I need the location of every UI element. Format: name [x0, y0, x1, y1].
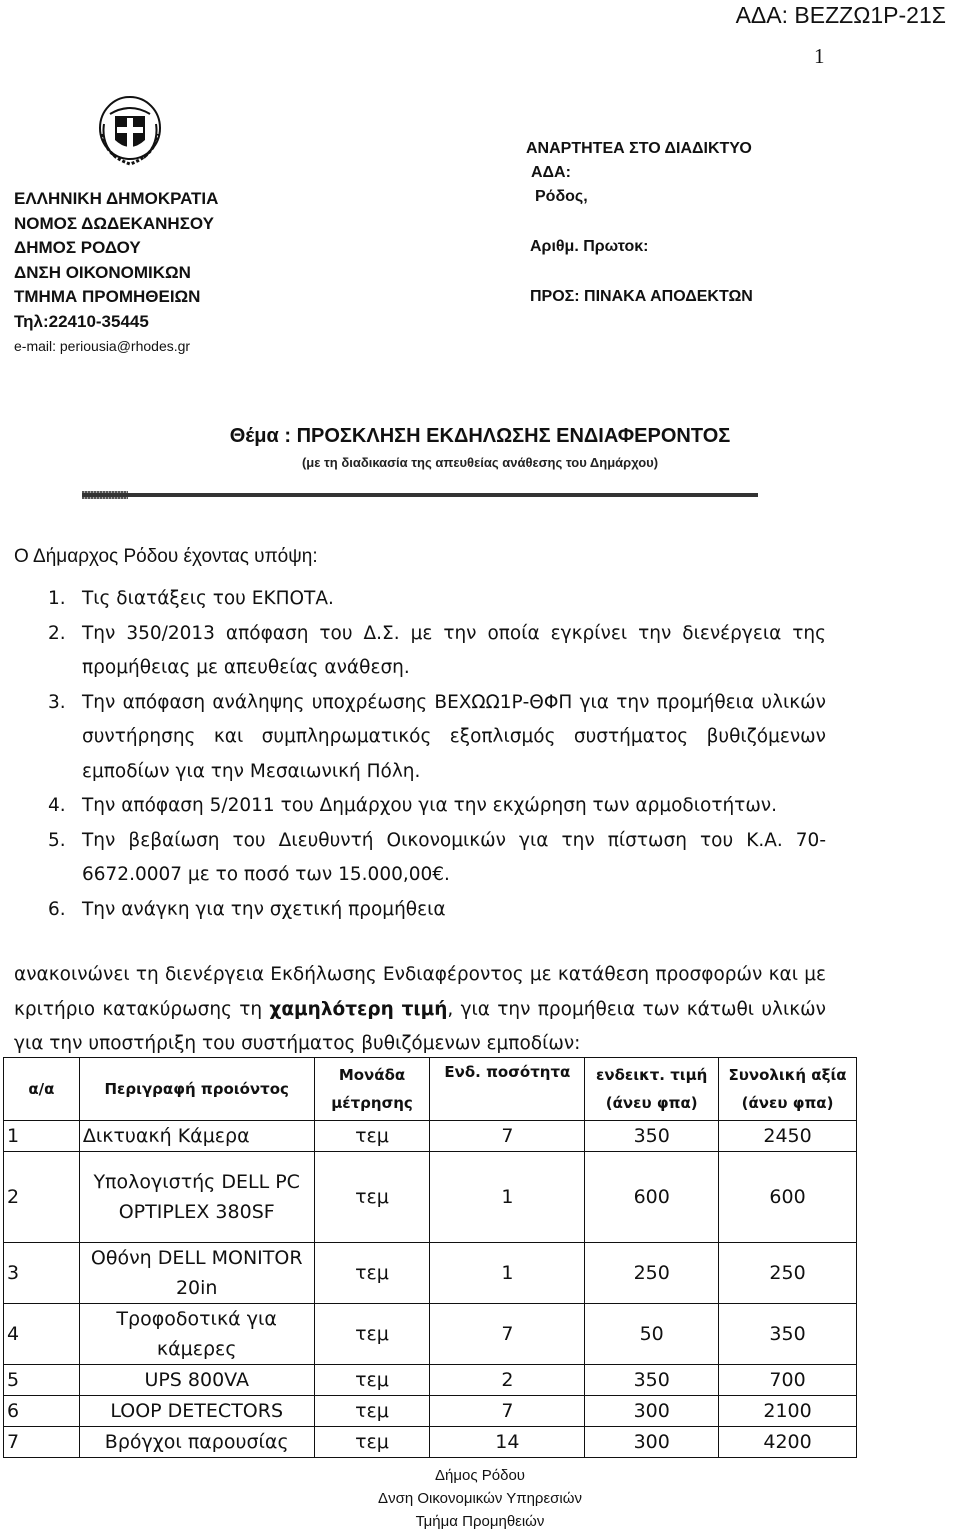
list-text: Τις διατάξεις του ΕΚΠΟΤΑ.: [82, 588, 334, 609]
table-row: [4, 1121, 857, 1152]
announcement-paragraph: [14, 958, 826, 1062]
cell-qty: 1: [430, 1243, 585, 1304]
footer: [0, 1464, 960, 1533]
issuer-phone: Τηλ:22410-35445: [14, 311, 149, 331]
cell-price: 250: [585, 1243, 719, 1304]
list-text: Την 350/2013 απόφαση του Δ.Σ. με την οποία εγκρίνει την διενέργεια της προμήθειας με απευθείας ανάθεση.: [82, 622, 826, 678]
cell-no: 4: [4, 1304, 80, 1365]
list-number: 5.: [48, 829, 66, 851]
list-number: 4.: [48, 795, 66, 816]
cell-no: 2: [4, 1152, 80, 1243]
announcement-criterion: χαμηλότερη τιμή: [269, 998, 448, 1020]
column-header: Ενδ. ποσότητα: [430, 1058, 585, 1121]
subject-note: (με τη διαδικασία της απευθείας ανάθεσης του Δημάρχου): [301, 455, 659, 470]
cell-qty: 14: [430, 1427, 585, 1458]
list-number: 6.: [48, 898, 66, 920]
page-number: 1: [814, 44, 825, 68]
footer-line: Δήμος Ρόδου: [435, 1467, 525, 1484]
recipient: ΠΡΟΣ: ΠΙΝΑΚΑ ΑΠΟΔΕΚΤΩΝ: [530, 288, 753, 305]
divider: [82, 493, 758, 497]
cell-no: 3: [4, 1243, 80, 1304]
column-header: Συνολική αξία (άνευ φπα): [719, 1058, 857, 1121]
issuer-line: ΔΝΣΗ ΟΙΚΟΝΟΜΙΚΩΝ: [14, 262, 191, 282]
column-header: Περιγραφή προιόντος: [79, 1058, 314, 1121]
list-item: [48, 893, 826, 928]
issuer-line: ΝΟΜΟΣ ΔΩΔΕΚΑΝΗΣΟΥ: [14, 213, 214, 233]
cell-no: 1: [4, 1121, 80, 1152]
cell-unit: τεμ: [314, 1121, 430, 1152]
list-item: [48, 824, 826, 893]
table-row: [4, 1365, 857, 1396]
cell-price: 600: [585, 1152, 719, 1243]
list-item: [48, 789, 826, 824]
cell-unit: τεμ: [314, 1152, 430, 1243]
table-row: [4, 1427, 857, 1458]
cell-total: 2450: [719, 1121, 857, 1152]
announcement-text: , για την προμήθεια των κάτωθι υλικών για την υποστήριξη του συστήματος βυθιζόμενων εμποδίων:: [14, 998, 826, 1054]
place-date: Ρόδος,: [535, 188, 588, 205]
cell-no: 7: [4, 1427, 80, 1458]
subject-title: Θέμα : ΠΡΟΣΚΛΗΣΗ ΕΚΔΗΛΩΣΗΣ ΕΝΔΙΑΦΕΡΟΝΤΟΣ: [229, 425, 731, 447]
ada-label: ΑΔΑ:: [531, 164, 571, 181]
issuer-line: ΕΛΛΗΝΙΚΗ ΔΗΜΟΚΡΑΤΙΑ: [14, 189, 219, 208]
cell-qty: 1: [430, 1152, 585, 1243]
items-table: [3, 1057, 857, 1458]
list-number: 2.: [48, 622, 66, 644]
footer-line: Δνση Οικονομικών Υπηρεσιών: [378, 1490, 582, 1507]
list-text: Την βεβαίωση του Διευθυντή Οικονομικών για την πίστωση του Κ.Α. 70-6672.0007 με το ποσό των 15.000,00€.: [82, 829, 826, 885]
cell-total: 4200: [719, 1427, 857, 1458]
cell-no: 6: [4, 1396, 80, 1427]
cell-total: 250: [719, 1243, 857, 1304]
cell-desc: Βρόγχοι παρουσίας: [79, 1427, 314, 1458]
cell-unit: τεμ: [314, 1427, 430, 1458]
cell-price: 300: [585, 1427, 719, 1458]
table-header-row: [4, 1058, 857, 1121]
announcement-text: ανακοινώνει τη διενέργεια Εκδήλωσης Ενδιαφέροντος με κατάθεση προσφορών και με κριτήριο κατακύρωσης τη: [14, 964, 826, 1020]
cell-desc: UPS 800VA: [79, 1365, 314, 1396]
considerations-list: [48, 582, 826, 927]
column-header: ενδεικτ. τιμή (άνευ φπα): [585, 1058, 719, 1121]
list-item: [48, 617, 826, 686]
list-item: [48, 582, 826, 617]
cell-price: 300: [585, 1396, 719, 1427]
cell-price: 50: [585, 1304, 719, 1365]
publish-note: ΑΝΑΡΤΗΤΕΑ ΣΤΟ ΔΙΑΔΙΚΤΥΟ: [526, 140, 752, 157]
table-row: [4, 1243, 857, 1304]
cell-unit: τεμ: [314, 1365, 430, 1396]
cell-no: 5: [4, 1365, 80, 1396]
list-text: Την απόφαση ανάληψης υποχρέωσης ΒΕΧΩΩ1Ρ-ΘΦΠ για την προμήθεια υλικών συντήρησης και συμπληρωματικός εξοπλισμός συστήματος βυθιζόμενων εμποδίων για την Μεσαιωνική Πόλη.: [82, 691, 826, 782]
cell-qty: 7: [430, 1304, 585, 1365]
ada-stamp: ΑΔΑ: ΒΕΖΖΩ1Ρ-21Σ: [735, 2, 946, 28]
cell-total: 350: [719, 1304, 857, 1365]
list-item: [48, 686, 826, 790]
table-row: [4, 1152, 857, 1243]
cell-total: 2100: [719, 1396, 857, 1427]
table-row: [4, 1304, 857, 1365]
footer-line: Τμήμα Προμηθειών: [415, 1513, 545, 1530]
cell-price: 350: [585, 1121, 719, 1152]
table-row: [4, 1396, 857, 1427]
column-header: α/α: [4, 1058, 80, 1121]
cell-unit: τεμ: [314, 1304, 430, 1365]
cell-desc: Τροφοδοτικά για κάμερες: [79, 1304, 314, 1365]
cell-desc: LOOP DETECTORS: [79, 1396, 314, 1427]
list-text: Την απόφαση 5/2011 του Δημάρχου για την εκχώρηση των αρμοδιοτήτων.: [82, 795, 778, 816]
issuer-line: ΤΜΗΜΑ ΠΡΟΜΗΘΕΙΩΝ: [14, 287, 201, 306]
cell-qty: 2: [430, 1365, 585, 1396]
cell-qty: 7: [430, 1396, 585, 1427]
cell-total: 600: [719, 1152, 857, 1243]
issuer-block: [14, 187, 218, 359]
cell-desc: Οθόνη DELL MONITOR 20in: [79, 1243, 314, 1304]
list-number: 3.: [48, 691, 66, 713]
list-number: 1.: [48, 588, 66, 609]
cell-desc: Δικτυακή Κάμερα: [79, 1121, 314, 1152]
cell-price: 350: [585, 1365, 719, 1396]
protocol-number: Αριθμ. Πρωτοκ:: [530, 238, 649, 255]
cell-qty: 7: [430, 1121, 585, 1152]
list-text: Την ανάγκη για την σχετική προμήθεια: [82, 898, 446, 920]
issuer-email: e-mail: periousia@rhodes.gr: [14, 338, 191, 354]
greeting: Ο Δήμαρχος Ρόδου έχοντας υπόψη:: [14, 546, 318, 567]
cell-unit: τεμ: [314, 1243, 430, 1304]
cell-desc: Υπολογιστής DELL PC OPTIPLEX 380SF: [79, 1152, 314, 1243]
issuer-line: ΔΗΜΟΣ ΡΟΔΟΥ: [14, 238, 141, 257]
cell-unit: τεμ: [314, 1396, 430, 1427]
greek-emblem-icon: [96, 94, 164, 174]
column-header: Μονάδα μέτρησης: [314, 1058, 430, 1121]
cell-total: 700: [719, 1365, 857, 1396]
